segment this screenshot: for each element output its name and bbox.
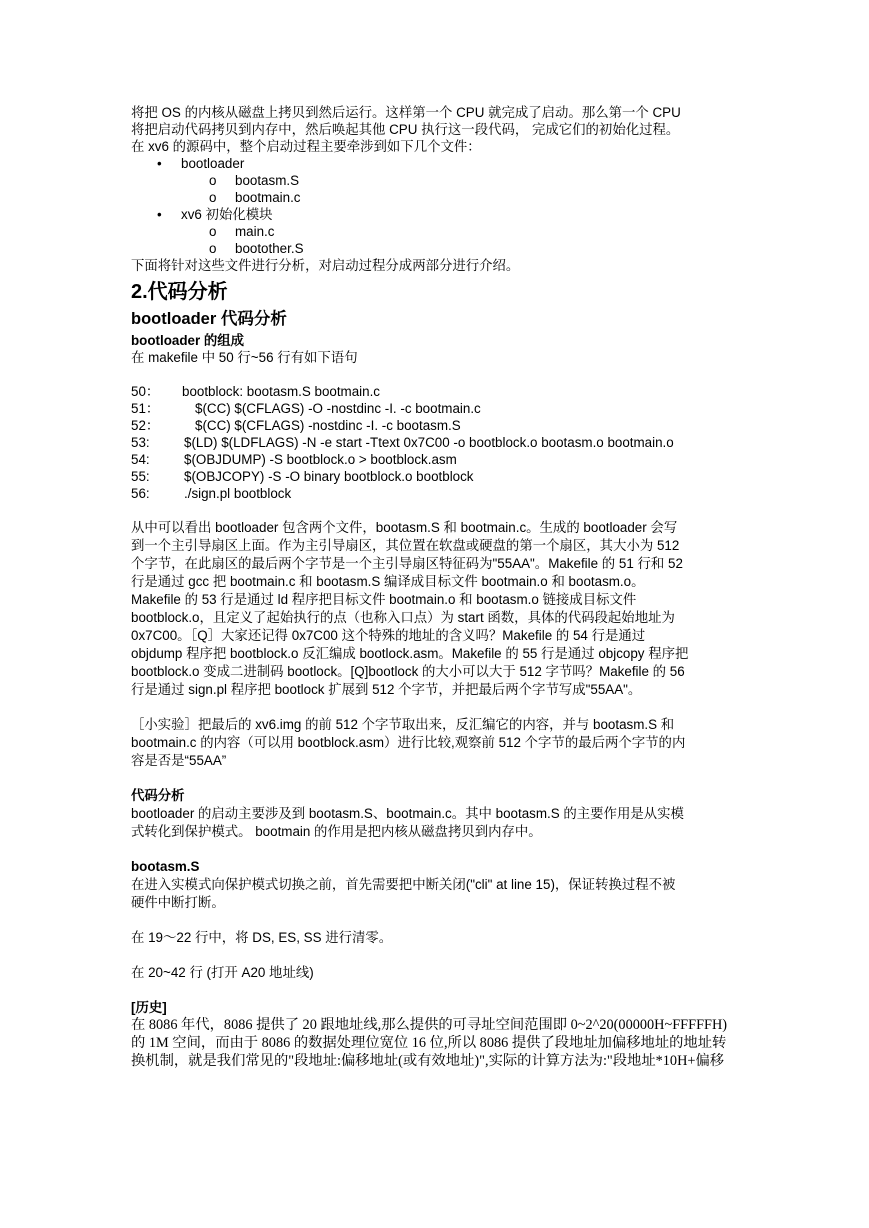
- experiment-paragraph: [131, 716, 741, 770]
- bootasm-title: bootasm.S: [131, 859, 200, 874]
- sub-list-item: [131, 172, 741, 189]
- code-line: [131, 417, 741, 434]
- intro-paragraph: [131, 104, 741, 155]
- code-text: ./sign.pl bootblock: [184, 486, 292, 501]
- list-item-xv6-init: [131, 206, 741, 223]
- line-number: 51：: [131, 401, 160, 416]
- text-line: 容是否是“55AA”: [131, 753, 227, 768]
- circle-bullet-icon: o: [209, 224, 217, 239]
- bullet-icon: •: [157, 156, 162, 171]
- text-line: 0x7C00。［Q］大家还记得 0x7C00 这个特殊的地址的含义吗？Makefile 的 54 行是通过: [131, 628, 646, 643]
- text-line: ［小实验］把最后的 xv6.img 的前 512 个字节取出来，反汇编它的内容，并与 bootasm.S 和: [131, 717, 675, 732]
- explanation-paragraph: [131, 519, 741, 699]
- document-page: [131, 104, 741, 1071]
- text-line: 将把启动代码拷贝到内存中，然后唤起其他 CPU 执行这一段代码， 完成它们的初始化过程。: [131, 122, 680, 137]
- bullet-icon: •: [157, 207, 162, 222]
- text-line: 的 1M 空间，而由于 8086 的数据处理位宽位 16 位,所以 8086 提供了段地址加偏移地址的地址转: [131, 1035, 727, 1051]
- sub-list-bootloader: [131, 172, 741, 206]
- code-line: [131, 451, 741, 468]
- line-number: 50：: [131, 384, 160, 399]
- history-title: [历史]: [131, 1000, 167, 1015]
- code-line: [131, 400, 741, 417]
- list-item-label: main.c: [235, 224, 275, 239]
- line-number: 55:: [131, 469, 150, 484]
- list-item-label: bootmain.c: [235, 190, 301, 205]
- text-line: objdump 程序把 bootblock.o 反汇编成 bootlock.asm。Makefile 的 55 行是通过 objcopy 程序把: [131, 646, 689, 661]
- line-number: 56:: [131, 486, 150, 501]
- text-line: 在 20~42 行 (打开 A20 地址线): [131, 965, 314, 980]
- circle-bullet-icon: o: [209, 173, 217, 188]
- subsection-title: bootloader 代码分析: [131, 310, 287, 328]
- list-item-label: bootother.S: [235, 241, 304, 256]
- text-line: Makefile 的 53 行是通过 ld 程序把目标文件 bootmain.o 和 bootasm.o 链接成目标文件: [131, 592, 637, 607]
- code-line: [131, 383, 741, 400]
- code-text: $(LD) $(LDFLAGS) -N -e start -Ttext 0x7C00 -o bootblock.o bootasm.o bootmain.o: [184, 435, 674, 450]
- makefile-intro: 在 makefile 中 50 行~56 行有如下语句: [131, 350, 358, 365]
- a20-paragraph: [131, 964, 741, 982]
- text-line: 在 8086 年代，8086 提供了 20 跟地址线,那么提供的可寻址空间范围即 0~2^20(00000H~FFFFFH): [131, 1017, 728, 1033]
- sub-list-item: [131, 240, 741, 257]
- code-analysis-section: [131, 787, 741, 841]
- makefile-code-block: [131, 383, 741, 502]
- text-line: 硬件中断打断。: [131, 895, 225, 910]
- code-line: [131, 434, 741, 451]
- sub-list-item: [131, 223, 741, 240]
- section-title: 2.代码分析: [131, 281, 228, 303]
- text-line: 到一个主引导扇区上面。作为主引导扇区，其位置在软盘或硬盘的第一个扇区，其大小为 512: [131, 538, 680, 553]
- text-line: 在 xv6 的源码中，整个启动过程主要牵涉到如下几个文件：: [131, 139, 481, 154]
- line-number: 54:: [131, 452, 150, 467]
- text-line: 式转化到保护模式。 bootmain 的作用是把内核从磁盘拷贝到内存中。: [131, 824, 542, 839]
- text-line: bootblock.o，且定义了起始执行的点（也称入口点）为 start 函数，具体的代码段起始地址为: [131, 610, 675, 625]
- file-list: [131, 155, 741, 257]
- text-line: bootloader 的启动主要涉及到 bootasm.S、bootmain.c。其中 bootasm.S 的主要作用是从实模: [131, 806, 684, 821]
- text-line: 在进入实模式向保护模式切换之前，首先需要把中断关闭("cli" at line 15)，保证转换过程不被: [131, 877, 676, 892]
- text-line: 行是通过 sign.pl 程序把 bootlock 扩展到 512 个字节，并把最后两个字节写成"55AA"。: [131, 682, 642, 697]
- text-line: 从中可以看出 bootloader 包含两个文件，bootasm.S 和 bootmain.c。生成的 bootloader 会写: [131, 520, 678, 535]
- text-line: 将把 OS 的内核从磁盘上拷贝到然后运行。这样第一个 CPU 就完成了启动。那么第一个 CPU: [131, 105, 681, 120]
- code-line: [131, 485, 741, 502]
- code-text: bootblock: bootasm.S bootmain.c: [182, 384, 380, 399]
- circle-bullet-icon: o: [209, 190, 217, 205]
- code-text: $(CC) $(CFLAGS) -O -nostdinc -I. -c bootmain.c: [195, 401, 481, 416]
- sub-list-xv6-init: [131, 223, 741, 257]
- sub-list-item: [131, 189, 741, 206]
- text-line: 行是通过 gcc 把 bootmain.c 和 bootasm.S 编译成目标文件 bootmain.o 和 bootasm.o。: [131, 574, 645, 589]
- code-line: [131, 468, 741, 485]
- code-text: $(OBJCOPY) -S -O binary bootblock.o bootblock: [184, 469, 474, 484]
- code-text: $(CC) $(CFLAGS) -nostdinc -I. -c bootasm.S: [195, 418, 461, 433]
- line-number: 53:: [131, 435, 150, 450]
- code-text: $(OBJDUMP) -S bootblock.o > bootblock.asm: [184, 452, 457, 467]
- line-number: 52：: [131, 418, 160, 433]
- composition-title: bootloader 的组成: [131, 333, 245, 348]
- after-list-text: 下面将针对这些文件进行分析，对启动过程分成两部分进行介绍。: [131, 258, 520, 273]
- clear-registers-paragraph: [131, 929, 741, 947]
- circle-bullet-icon: o: [209, 241, 217, 256]
- code-analysis-title: 代码分析: [131, 788, 185, 803]
- list-item-label: xv6 初始化模块: [181, 207, 273, 222]
- text-line: bootmain.c 的内容（可以用 bootblock.asm）进行比较,观察前 512 个字节的最后两个字节的内: [131, 735, 686, 750]
- text-line: 换机制，就是我们常见的"段地址:偏移地址(或有效地址)",实际的计算方法为:"段地址*10H+偏移: [131, 1053, 725, 1069]
- text-line: 个字节，在此扇区的最后两个字节是一个主引导扇区特征码为"55AA"。Makefile 的 51 行和 52: [131, 556, 683, 571]
- list-item-label: bootloader: [181, 156, 245, 171]
- history-section: [131, 999, 741, 1071]
- text-line: 在 19～22 行中，将 DS, ES, SS 进行清零。: [131, 930, 393, 945]
- text-line: bootblock.o 变成二进制码 bootlock。[Q]bootlock 的大小可以大于 512 字节吗？Makefile 的 56: [131, 664, 685, 679]
- bootasm-section: [131, 858, 741, 912]
- list-item-label: bootasm.S: [235, 173, 300, 188]
- list-item-bootloader: [131, 155, 741, 172]
